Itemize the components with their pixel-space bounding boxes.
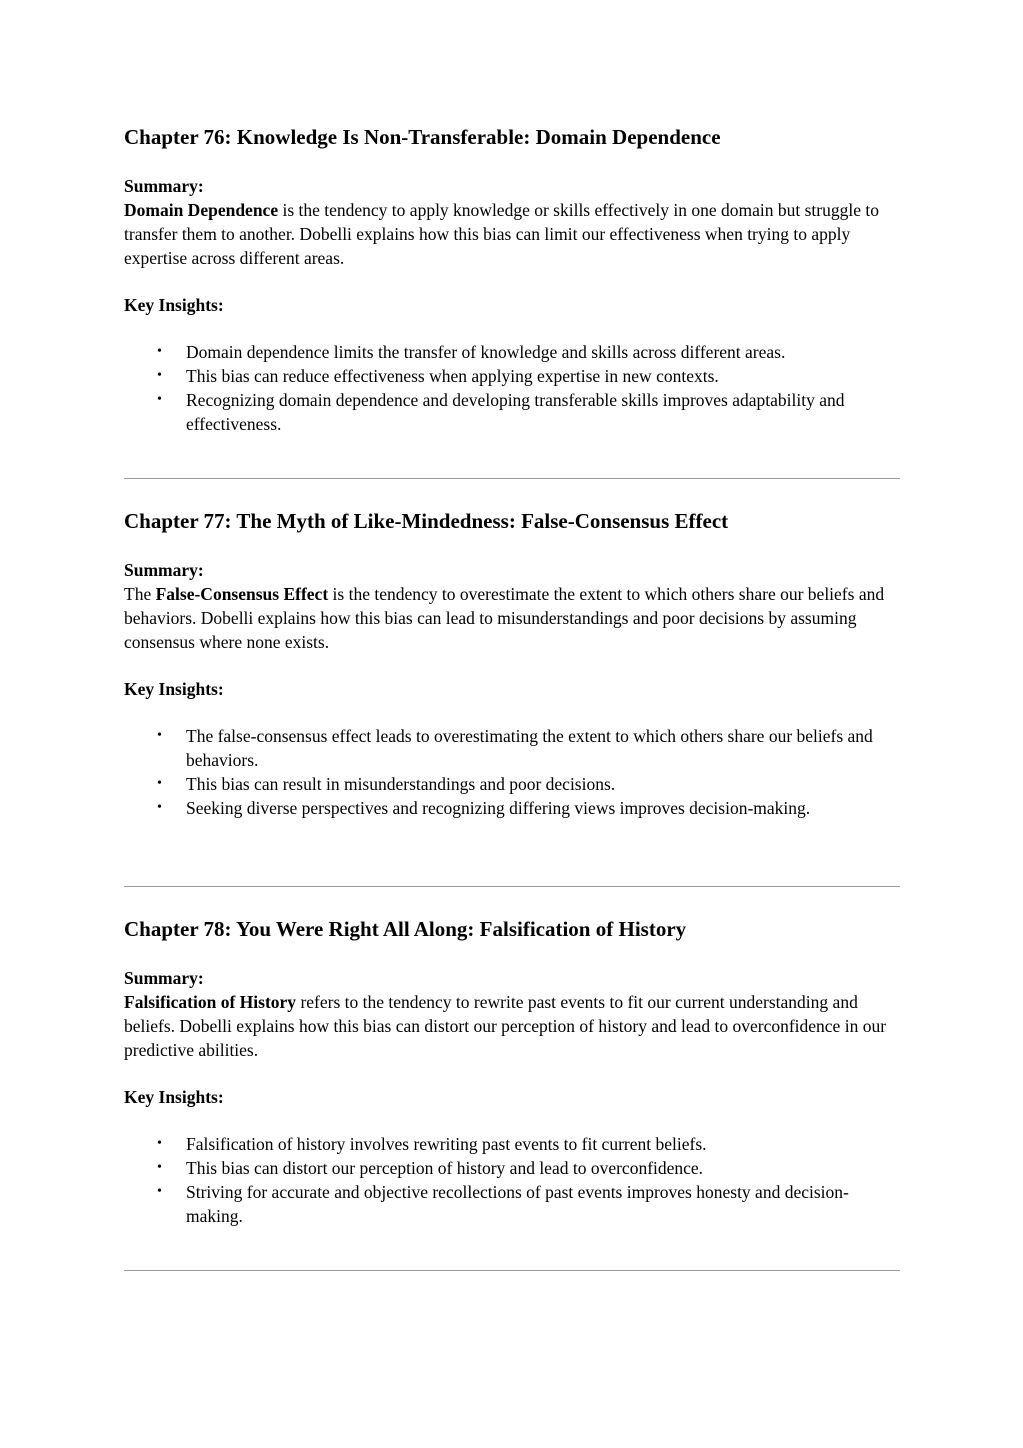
list-item bbox=[124, 340, 900, 364]
summary-label: Summary: bbox=[124, 560, 204, 580]
list-item bbox=[124, 1180, 900, 1228]
insight-text: Striving for accurate and objective recollections of past events improves honesty and decision-making. bbox=[186, 1182, 849, 1226]
insight-text: This bias can result in misunderstandings and poor decisions. bbox=[186, 774, 616, 794]
bullet-icon: • bbox=[157, 1184, 162, 1199]
bullet-icon: • bbox=[157, 800, 162, 815]
section-divider bbox=[124, 886, 900, 887]
summary-body: is the tendency to overestimate the extent to which others share our beliefs and behaviors. Dobelli explains how this bias can lead to misunderstandings and poor decisions by assuming consensus where none exists. bbox=[124, 584, 885, 652]
chapter-section-76 bbox=[124, 124, 900, 436]
list-item bbox=[124, 796, 900, 820]
chapter-section-78 bbox=[124, 916, 900, 1228]
summary-prefix: The bbox=[124, 584, 156, 604]
chapter-section-77 bbox=[124, 508, 900, 820]
summary-label: Summary: bbox=[124, 176, 204, 196]
summary-body: refers to the tendency to rewrite past events to fit our current understanding and beliefs. Dobelli explains how this bias can distort our perception of history and lead to overconfidence in our predictive abilities. bbox=[124, 992, 887, 1060]
bullet-icon: • bbox=[157, 344, 162, 359]
bullet-icon: • bbox=[157, 368, 162, 383]
insight-text: This bias can distort our perception of history and lead to overconfidence. bbox=[186, 1158, 704, 1178]
summary-label: Summary: bbox=[124, 968, 204, 988]
chapter-title: Chapter 76: Knowledge Is Non-Transferable: Domain Dependence bbox=[124, 125, 721, 149]
summary-body: is the tendency to apply knowledge or skills effectively in one domain but struggle to transfer them to another. Dobelli explains how this bias can limit our effectiveness when trying to apply expertise across different areas. bbox=[124, 200, 879, 268]
insight-text: Falsification of history involves rewriting past events to fit current beliefs. bbox=[186, 1134, 707, 1154]
key-insights-label: Key Insights: bbox=[124, 1087, 224, 1107]
summary-term: Falsification of History bbox=[124, 992, 297, 1012]
summary-text bbox=[124, 990, 900, 1062]
list-item bbox=[124, 1156, 900, 1180]
bullet-icon: • bbox=[157, 728, 162, 743]
list-item bbox=[124, 1132, 900, 1156]
list-item bbox=[124, 724, 900, 772]
insight-text: Domain dependence limits the transfer of knowledge and skills across different areas. bbox=[186, 342, 786, 362]
summary-text bbox=[124, 582, 900, 654]
insight-text: This bias can reduce effectiveness when applying expertise in new contexts. bbox=[186, 366, 719, 386]
key-insights-label: Key Insights: bbox=[124, 679, 224, 699]
key-insights-label: Key Insights: bbox=[124, 295, 224, 315]
chapter-title: Chapter 78: You Were Right All Along: Falsification of History bbox=[124, 917, 687, 941]
list-item bbox=[124, 388, 900, 436]
key-insights-list bbox=[124, 340, 900, 436]
chapter-title: Chapter 77: The Myth of Like-Mindedness: False-Consensus Effect bbox=[124, 509, 729, 533]
insight-text: Recognizing domain dependence and developing transferable skills improves adaptability and effectiveness. bbox=[186, 390, 845, 434]
summary-term: False-Consensus Effect bbox=[155, 584, 329, 604]
section-divider bbox=[124, 1270, 900, 1271]
insight-text: Seeking diverse perspectives and recognizing differing views improves decision-making. bbox=[186, 798, 811, 818]
bullet-icon: • bbox=[157, 1160, 162, 1175]
summary-term: Domain Dependence bbox=[124, 200, 279, 220]
bullet-icon: • bbox=[157, 392, 162, 407]
bullet-icon: • bbox=[157, 1136, 162, 1151]
key-insights-list bbox=[124, 1132, 900, 1228]
section-divider bbox=[124, 478, 900, 479]
list-item bbox=[124, 772, 900, 796]
key-insights-list bbox=[124, 724, 900, 820]
bullet-icon: • bbox=[157, 776, 162, 791]
insight-text: The false-consensus effect leads to overestimating the extent to which others share our beliefs and behaviors. bbox=[186, 726, 873, 770]
list-item bbox=[124, 364, 900, 388]
summary-text bbox=[124, 198, 900, 270]
